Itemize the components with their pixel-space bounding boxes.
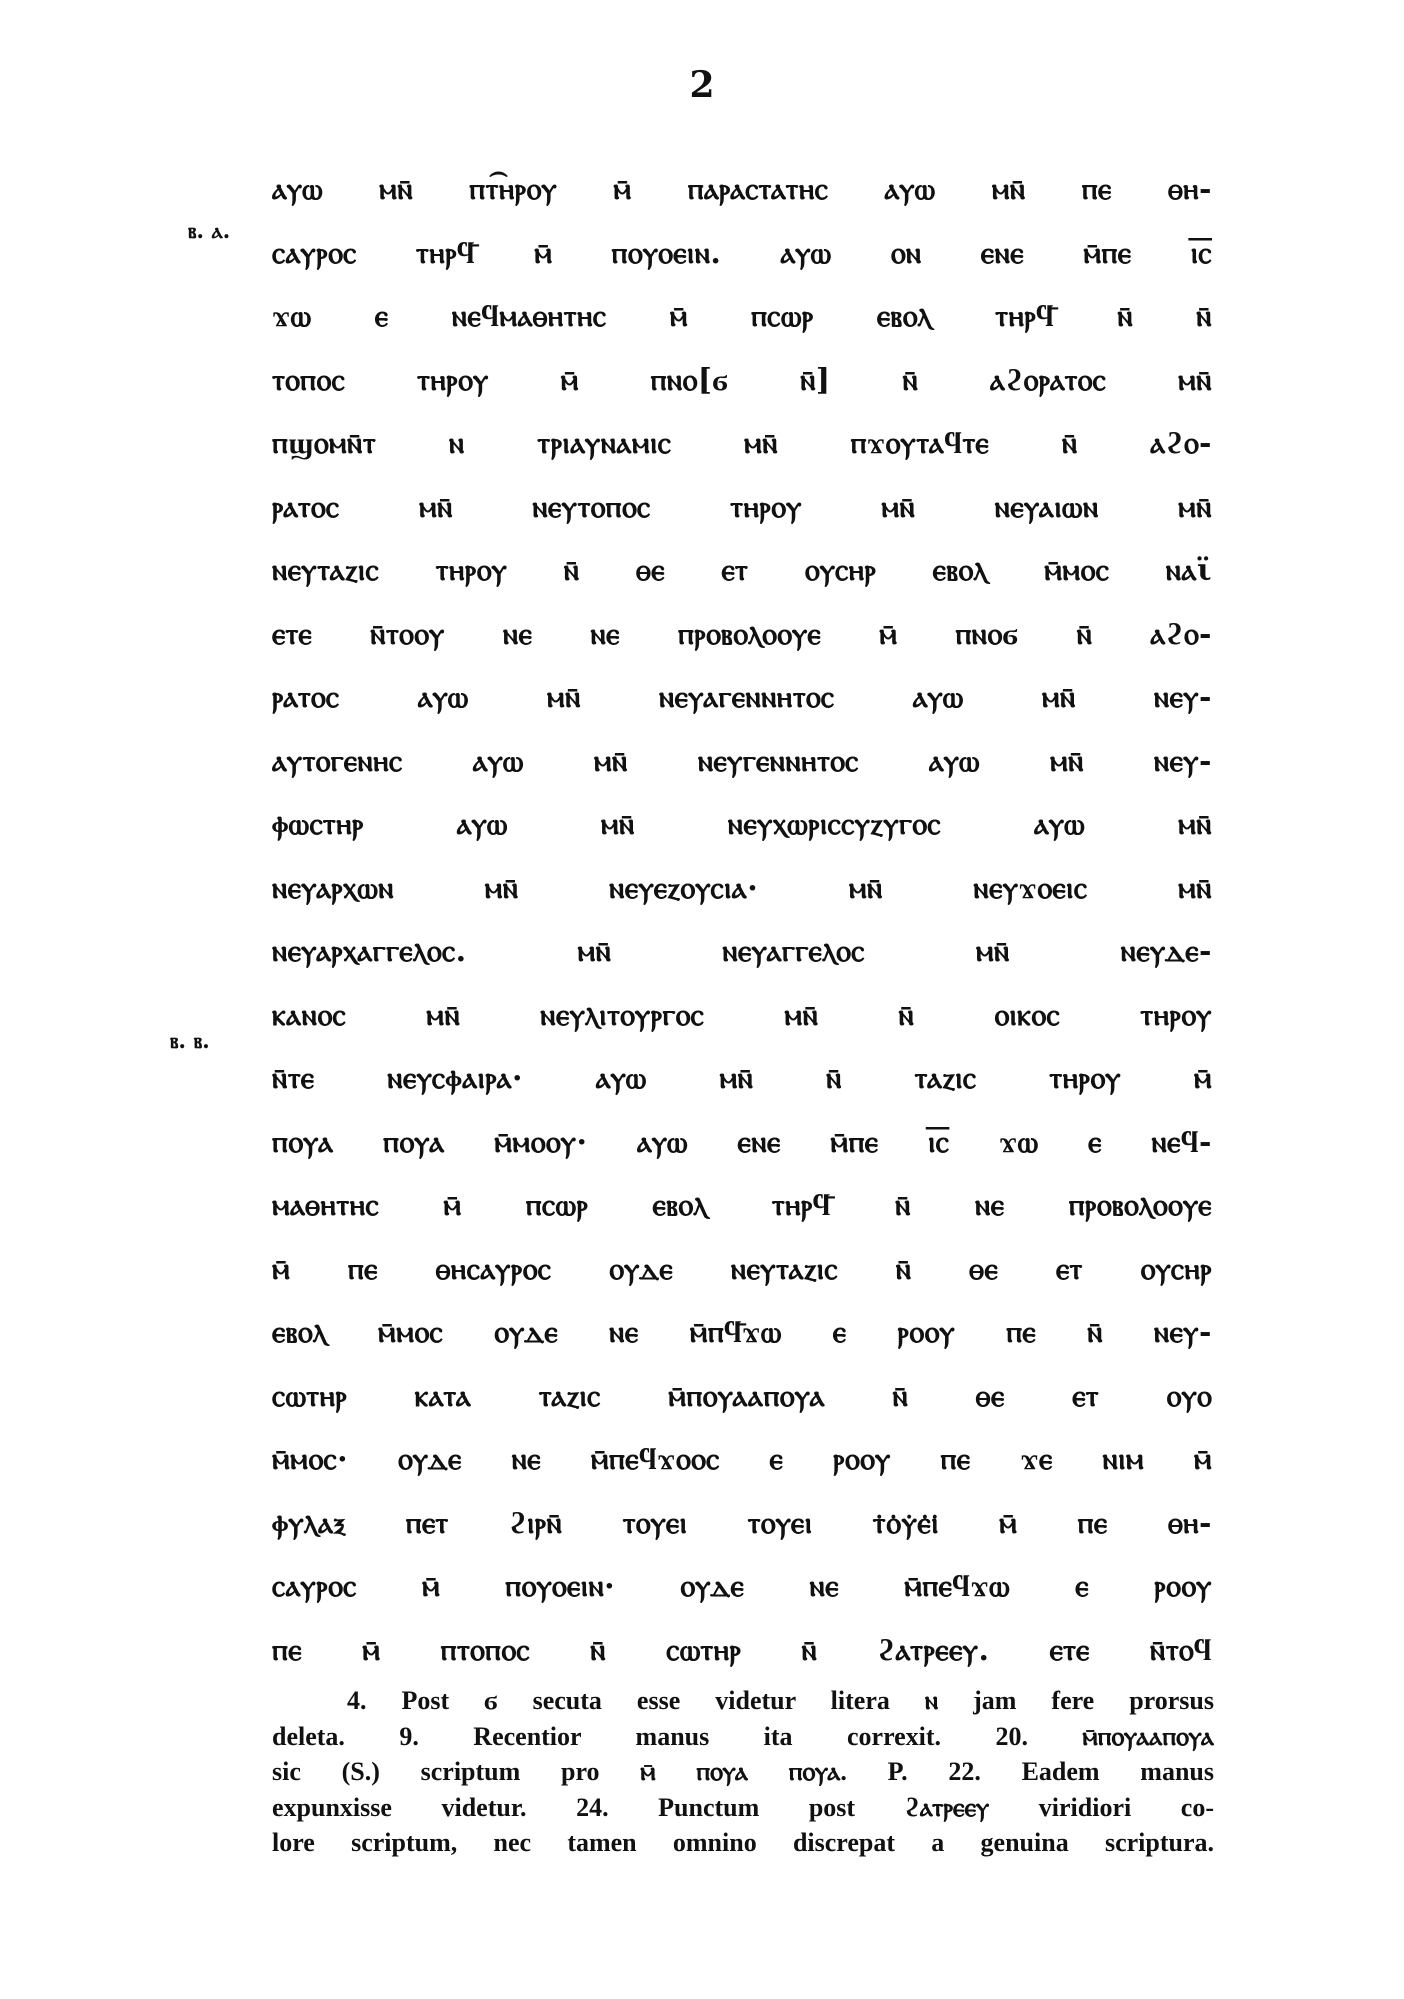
text-line: ⲡϣⲟⲙⲛ̄ⲧ ⲛ ⲧⲣⲓⲁⲩⲛⲁⲙⲓⲥ ⲙⲛ̄ ⲡϫⲟⲩⲧⲁϥⲧⲉ ⲛ̄ ⲁϩⲟ- bbox=[272, 426, 1212, 461]
text-line: ⲛⲉⲩⲁⲣⲭⲁⲅⲅⲉⲗⲟⲥ. ⲙⲛ̄ ⲛⲉⲩⲁⲅⲅⲉⲗⲟⲥ ⲙⲛ̄ ⲛⲉⲩⲇⲉ- bbox=[272, 934, 1212, 969]
text-line: ⲛⲉⲩⲧⲁⲍⲓⲥ ⲧⲏⲣⲟⲩ ⲛ̄ ⲑⲉ ⲉⲧ ⲟⲩⲥⲏⲣ ⲉⲃⲟⲗ ⲙ̄ⲙⲟⲥ ⲛⲁϊ bbox=[272, 553, 1212, 588]
text-line: ⲣⲁⲧⲟⲥ ⲙⲛ̄ ⲛⲉⲩⲧⲟⲡⲟⲥ ⲧⲏⲣⲟⲩ ⲙⲛ̄ ⲛⲉⲩⲁⲓⲱⲛ ⲙⲛ̄ bbox=[272, 489, 1212, 525]
text-line: ⲥⲁⲩⲣⲟⲥ ⲙ̄ ⲡⲟⲩⲟⲉⲓⲛ· ⲟⲩⲇⲉ ⲛⲉ ⲙ̄ⲡⲉϥϫⲱ ⲉ ⲣⲟⲟⲩ bbox=[272, 1569, 1212, 1604]
text-line: ⲉⲃⲟⲗ ⲙ̄ⲙⲟⲥ ⲟⲩⲇⲉ ⲛⲉ ⲙ̄ⲡϥ̄ϫⲱ ⲉ ⲣⲟⲟⲩ ⲡⲉ ⲛ̄ ⲛⲉⲩ- bbox=[272, 1315, 1212, 1350]
text-line: ⲙ̄ⲙⲟⲥ· ⲟⲩⲇⲉ ⲛⲉ ⲙ̄ⲡⲉϥϫⲟⲟⲥ ⲉ ⲣⲟⲟⲩ ⲡⲉ ϫⲉ ⲛⲓⲙ ⲙ̄ bbox=[272, 1442, 1212, 1477]
text-line: ⲫⲩⲗⲁⲝ ⲡⲉⲧ ϩⲓⲣⲛ̄ ⲧⲟⲩⲉⲓ ⲧⲟⲩⲉⲓ ⲧ̇ⲟ̇ⲩ̇ⲉ̇ⲓ̇ ⲙ̄ ⲡⲉ ⲑⲏ- bbox=[272, 1505, 1212, 1541]
text-line: ⲙ̄ ⲡⲉ ⲑⲏⲥⲁⲩⲣⲟⲥ ⲟⲩⲇⲉ ⲛⲉⲩⲧⲁⲍⲓⲥ ⲛ̄ ⲑⲉ ⲉⲧ ⲟⲩⲥⲏⲣ bbox=[272, 1251, 1212, 1287]
footnote-line: deleta. 9. Recentior manus ita correxit. 20. ⲙ̄ⲡⲟⲩⲁⲁⲡⲟⲩⲁ bbox=[272, 1721, 1214, 1751]
text-line: ϫⲱ ⲉ ⲛⲉϥⲙⲁⲑⲏⲧⲏⲥ ⲙ̄ ⲡⲥⲱⲣ ⲉⲃⲟⲗ ⲧⲏⲣϥ̄ ⲛ̄ ⲛ̄ bbox=[272, 299, 1212, 334]
footnote-line: 4. Post ϭ secuta esse videtur litera ⲛ jam fere prorsus bbox=[347, 1686, 1214, 1715]
footnote-line: sic (S.) scriptum pro ⲙ̄ ⲡⲟⲩⲁ ⲡⲟⲩⲁ. P. 22. Eadem manus bbox=[272, 1757, 1214, 1786]
text-line: ⲛⲉⲩⲁⲣⲭⲱⲛ ⲙⲛ̄ ⲛⲉⲩⲉⲍⲟⲩⲥⲓⲁ· ⲙⲛ̄ ⲛⲉⲩϫⲟⲉⲓⲥ ⲙⲛ̄ bbox=[272, 870, 1212, 906]
text-line: ⲡⲉ ⲙ̄ ⲡⲧⲟⲡⲟⲥ ⲛ̄ ⲥⲱⲧⲏⲣ ⲛ̄ ϩⲁⲧⲣⲉⲉⲩ. ⲉⲧⲉ ⲛ̄ⲧⲟϥ bbox=[272, 1632, 1212, 1668]
text-line: ⲁⲩⲧⲟⲅⲉⲛⲏⲥ ⲁⲩⲱ ⲙⲛ̄ ⲛⲉⲩⲅⲉⲛⲛⲏⲧⲟⲥ ⲁⲩⲱ ⲙⲛ̄ ⲛⲉⲩ- bbox=[272, 743, 1212, 779]
text-line: ⲥⲁⲩⲣⲟⲥ ⲧⲏⲣϥ̄ ⲙ̄ ⲡⲟⲩⲟⲉⲓⲛ. ⲁⲩⲱ ⲟⲛ ⲉⲛⲉ ⲙ̄ⲡⲉ ⲓ̅ⲥ̅ bbox=[272, 235, 1212, 271]
text-line: ⲉⲧⲉ ⲛ̄ⲧⲟⲟⲩ ⲛⲉ ⲛⲉ ⲡⲣⲟⲃⲟⲗⲟⲟⲩⲉ ⲙ̄ ⲡⲛⲟϭ ⲛ̄ ⲁϩⲟ- bbox=[272, 616, 1212, 652]
text-line: ⲙⲁⲑⲏⲧⲏⲥ ⲙ̄ ⲡⲥⲱⲣ ⲉⲃⲟⲗ ⲧⲏⲣϥ̄ ⲛ̄ ⲛⲉ ⲡⲣⲟⲃⲟⲗⲟⲟⲩⲉ bbox=[272, 1188, 1212, 1223]
text-line: ⲡⲟⲩⲁ ⲡⲟⲩⲁ ⲙ̄ⲙⲟⲟⲩ· ⲁⲩⲱ ⲉⲛⲉ ⲙ̄ⲡⲉ ⲓ̅ⲥ̅ ϫⲱ ⲉ ⲛⲉϥ- bbox=[272, 1124, 1212, 1160]
text-line: ⲧⲟⲡⲟⲥ ⲧⲏⲣⲟⲩ ⲙ̄ ⲡⲛⲟ[ϭ ⲛ̄] ⲛ̄ ⲁϩⲟⲣⲁⲧⲟⲥ ⲙⲛ̄ bbox=[272, 362, 1212, 398]
footnote-line: expunxisse videtur. 24. Punctum post ϩⲁⲧⲣⲉⲉⲩ viridiori co- bbox=[272, 1792, 1214, 1822]
margin-note-1: ⲃ. ⲁ. bbox=[188, 218, 231, 244]
footnotes bbox=[272, 1683, 1214, 1861]
text-line: ⲣⲁⲧⲟⲥ ⲁⲩⲱ ⲙⲛ̄ ⲛⲉⲩⲁⲅⲉⲛⲛⲏⲧⲟⲥ ⲁⲩⲱ ⲙⲛ̄ ⲛⲉⲩ- bbox=[272, 680, 1212, 715]
margin-note-2: ⲃ. ⲃ. bbox=[170, 1028, 210, 1054]
text-line: ⲁⲩⲱ ⲙⲛ̄ ⲡⲧ͡ⲏⲣⲟⲩ ⲙ̄ ⲡⲁⲣⲁⲥⲧⲁⲧⲏⲥ ⲁⲩⲱ ⲙⲛ̄ ⲡⲉ ⲑⲏ- bbox=[272, 172, 1212, 207]
text-line: ⲛ̄ⲧⲉ ⲛⲉⲩⲥⲫⲁⲓⲣⲁ· ⲁⲩⲱ ⲙⲛ̄ ⲛ̄ ⲧⲁⲍⲓⲥ ⲧⲏⲣⲟⲩ ⲙ̄ bbox=[272, 1061, 1212, 1096]
text-line: ⲫⲱⲥⲧⲏⲣ ⲁⲩⲱ ⲙⲛ̄ ⲛⲉⲩⲭⲱⲣⲓⲥⲥⲩⲍⲩⲅⲟⲥ ⲁⲩⲱ ⲙⲛ̄ bbox=[272, 807, 1212, 842]
page-number: 2 bbox=[689, 64, 715, 106]
text-line: ⲥⲱⲧⲏⲣ ⲕⲁⲧⲁ ⲧⲁⲍⲓⲥ ⲙ̄ⲡⲟⲩⲁⲁⲡⲟⲩⲁ ⲛ̄ ⲑⲉ ⲉⲧ ⲟⲩⲟ bbox=[272, 1378, 1212, 1414]
footnote-line: lore scriptum, nec tamen omnino discrepat a genuina scriptura. bbox=[272, 1828, 1214, 1857]
coptic-text-block bbox=[272, 158, 1212, 1682]
text-line: ⲕⲁⲛⲟⲥ ⲙⲛ̄ ⲛⲉⲩⲗⲓⲧⲟⲩⲣⲅⲟⲥ ⲙⲛ̄ ⲛ̄ ⲟⲓⲕⲟⲥ ⲧⲏⲣⲟⲩ bbox=[272, 997, 1212, 1033]
